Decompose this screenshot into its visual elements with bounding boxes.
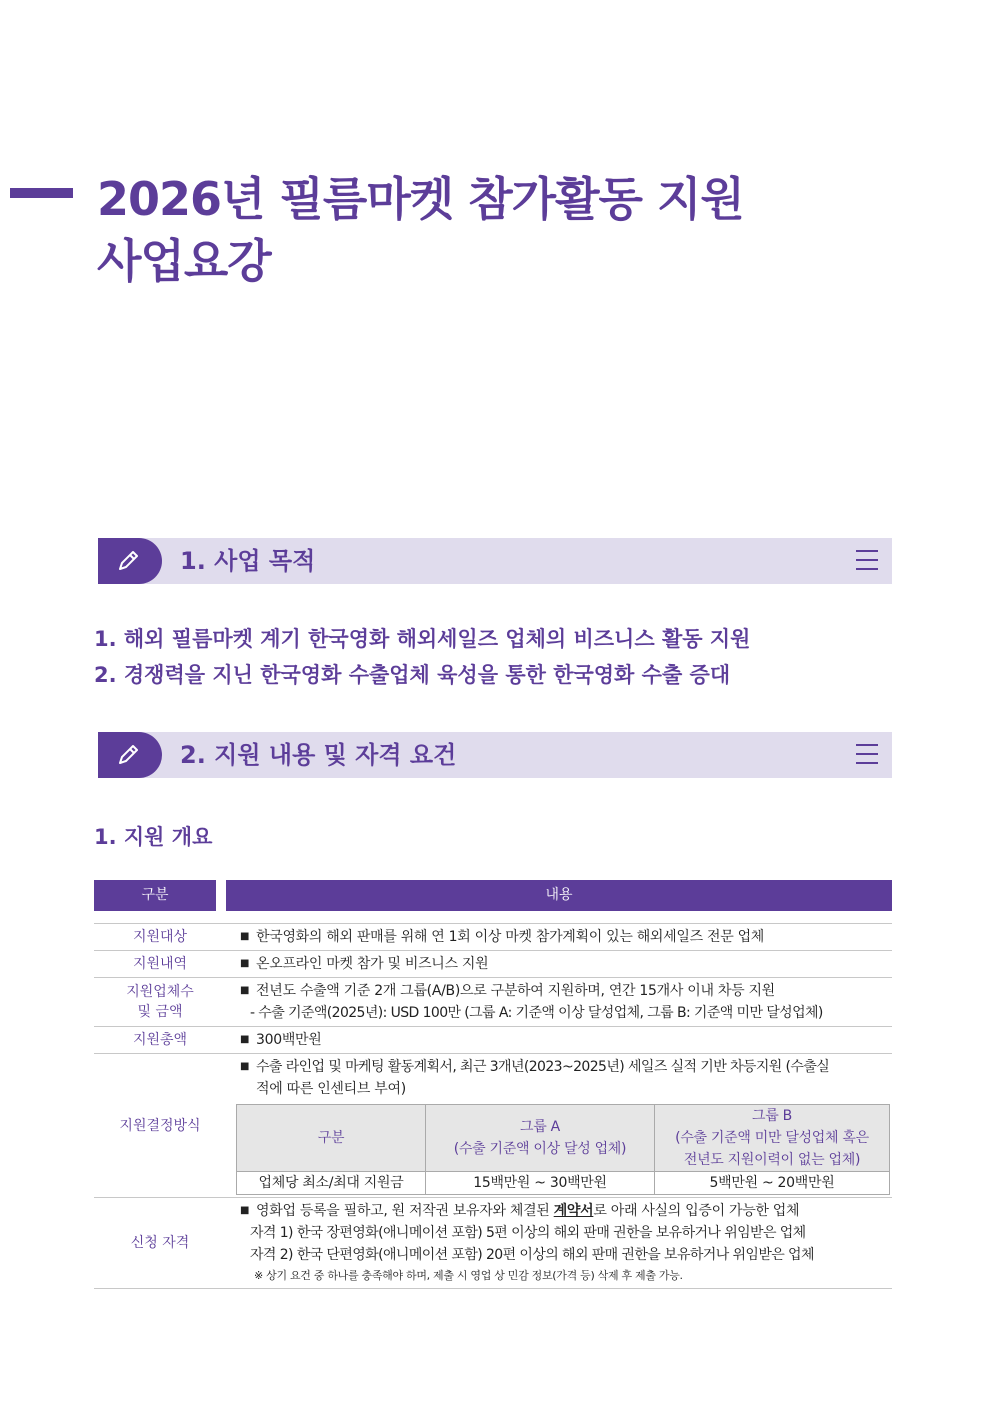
row-text: 전년도 수출액 기준 2개 그룹(A/B)으로 구분하여 지원하며, 연간 15개사 이내 차등 지원 bbox=[256, 983, 775, 999]
document-title-line-2: 사업요강 bbox=[97, 234, 271, 288]
header-content: 내용 bbox=[226, 880, 892, 911]
title-accent-bar bbox=[10, 188, 73, 198]
overview-table bbox=[94, 880, 892, 1289]
purpose-item-2: 2. 경쟁력을 지닌 한국영화 수출업체 육성을 통한 한국영화 수출 증대 bbox=[94, 663, 731, 687]
inner-header-group-a: 그룹 A (수출 기준액 이상 달성 업체) bbox=[426, 1105, 655, 1172]
section-2-tab bbox=[98, 732, 162, 778]
table-row bbox=[94, 1054, 892, 1198]
row-text: 수출 라인업 및 마케팅 활동계획서, 최근 3개년(2023~2025년) 세일즈 실적 기반 차등지원 (수출실 bbox=[256, 1059, 830, 1075]
menu-icon bbox=[856, 550, 878, 570]
header-category: 구분 bbox=[94, 880, 216, 911]
menu-icon bbox=[856, 744, 878, 764]
bullet-icon: ■ bbox=[240, 958, 250, 969]
pencil-icon bbox=[116, 743, 142, 767]
row-text-cont: 적에 따른 인센티브 부여) bbox=[256, 1081, 406, 1097]
table-row bbox=[94, 1198, 892, 1289]
row-text: 온오프라인 마켓 참가 및 비즈니스 지원 bbox=[256, 956, 489, 972]
table-row bbox=[94, 924, 892, 951]
purpose-item-1: 1. 해외 필름마켓 계기 한국영화 해외세일즈 업체의 비즈니스 활동 지원 bbox=[94, 627, 751, 651]
inner-row-label: 업체당 최소/최대 지원금 bbox=[237, 1172, 426, 1195]
document-title-line-1: 2026년 필름마켓 참가활동 지원 bbox=[97, 172, 744, 226]
eligibility-note: ※ 상기 요건 중 하나를 충족해야 하며, 제출 시 영업 상 민감 정보(가격 등) 삭제 후 제출 가능. bbox=[254, 1269, 683, 1282]
bullet-icon: ■ bbox=[240, 1205, 250, 1216]
row-label: 지원내역 bbox=[132, 956, 188, 972]
document-title bbox=[97, 168, 744, 292]
row-text: 영화업 등록을 필하고, 원 저작권 보유자와 체결된 계약서로 아래 사실의 입증이 가능한 업체 bbox=[256, 1203, 800, 1219]
group-support-table bbox=[236, 1104, 890, 1195]
qualification-2: 자격 2) 한국 단편영화(애니메이션 포함) 20편 이상의 해외 판매 권한을 보유하거나 위임받은 업체 bbox=[250, 1247, 814, 1263]
table-row bbox=[94, 978, 892, 1027]
row-text: 한국영화의 해외 판매를 위해 연 1회 이상 마켓 참가계획이 있는 해외세일즈 전문 업체 bbox=[256, 929, 765, 945]
row-label: 지원총액 bbox=[132, 1032, 188, 1048]
section-1-header bbox=[98, 538, 892, 584]
table-header-row bbox=[94, 880, 892, 911]
section-1-tab bbox=[98, 538, 162, 584]
inner-cell-group-a: 15백만원 ~ 30백만원 bbox=[426, 1172, 655, 1195]
pencil-icon bbox=[116, 549, 142, 573]
qualification-1: 자격 1) 한국 장편영화(애니메이션 포함) 5편 이상의 해외 판매 권한을 보유하거나 위임받은 업체 bbox=[250, 1225, 806, 1241]
row-label: 지원업체수 및 금액 bbox=[126, 984, 194, 1020]
inner-header-group-b: 그룹 B (수출 기준액 미만 달성업체 혹은 전년도 지원이력이 없는 업체) bbox=[655, 1105, 890, 1172]
inner-header-category: 구분 bbox=[237, 1105, 426, 1172]
bullet-icon: ■ bbox=[240, 1034, 250, 1045]
section-2-header bbox=[98, 732, 892, 778]
bullet-icon: ■ bbox=[240, 1061, 250, 1072]
row-text: 300백만원 bbox=[256, 1032, 322, 1048]
inner-cell-group-b: 5백만원 ~ 20백만원 bbox=[655, 1172, 890, 1195]
section-2-title: 2. 지원 내용 및 자격 요건 bbox=[180, 741, 457, 769]
section-1-title: 1. 사업 목적 bbox=[180, 547, 316, 575]
table-row bbox=[94, 1027, 892, 1054]
table-spacer bbox=[94, 911, 892, 924]
row-label: 지원대상 bbox=[132, 929, 188, 945]
row-label: 신청 자격 bbox=[130, 1235, 190, 1251]
row-label: 지원결정방식 bbox=[119, 1117, 201, 1134]
table-row bbox=[94, 951, 892, 978]
bullet-icon: ■ bbox=[240, 931, 250, 942]
subheading-overview: 1. 지원 개요 bbox=[94, 825, 213, 849]
bullet-icon: ■ bbox=[240, 985, 250, 996]
row-subtext: - 수출 기준액(2025년): USD 100만 (그룹 A: 기준액 이상 달성업체, 그룹 B: 기준액 미만 달성업체) bbox=[250, 1005, 823, 1021]
